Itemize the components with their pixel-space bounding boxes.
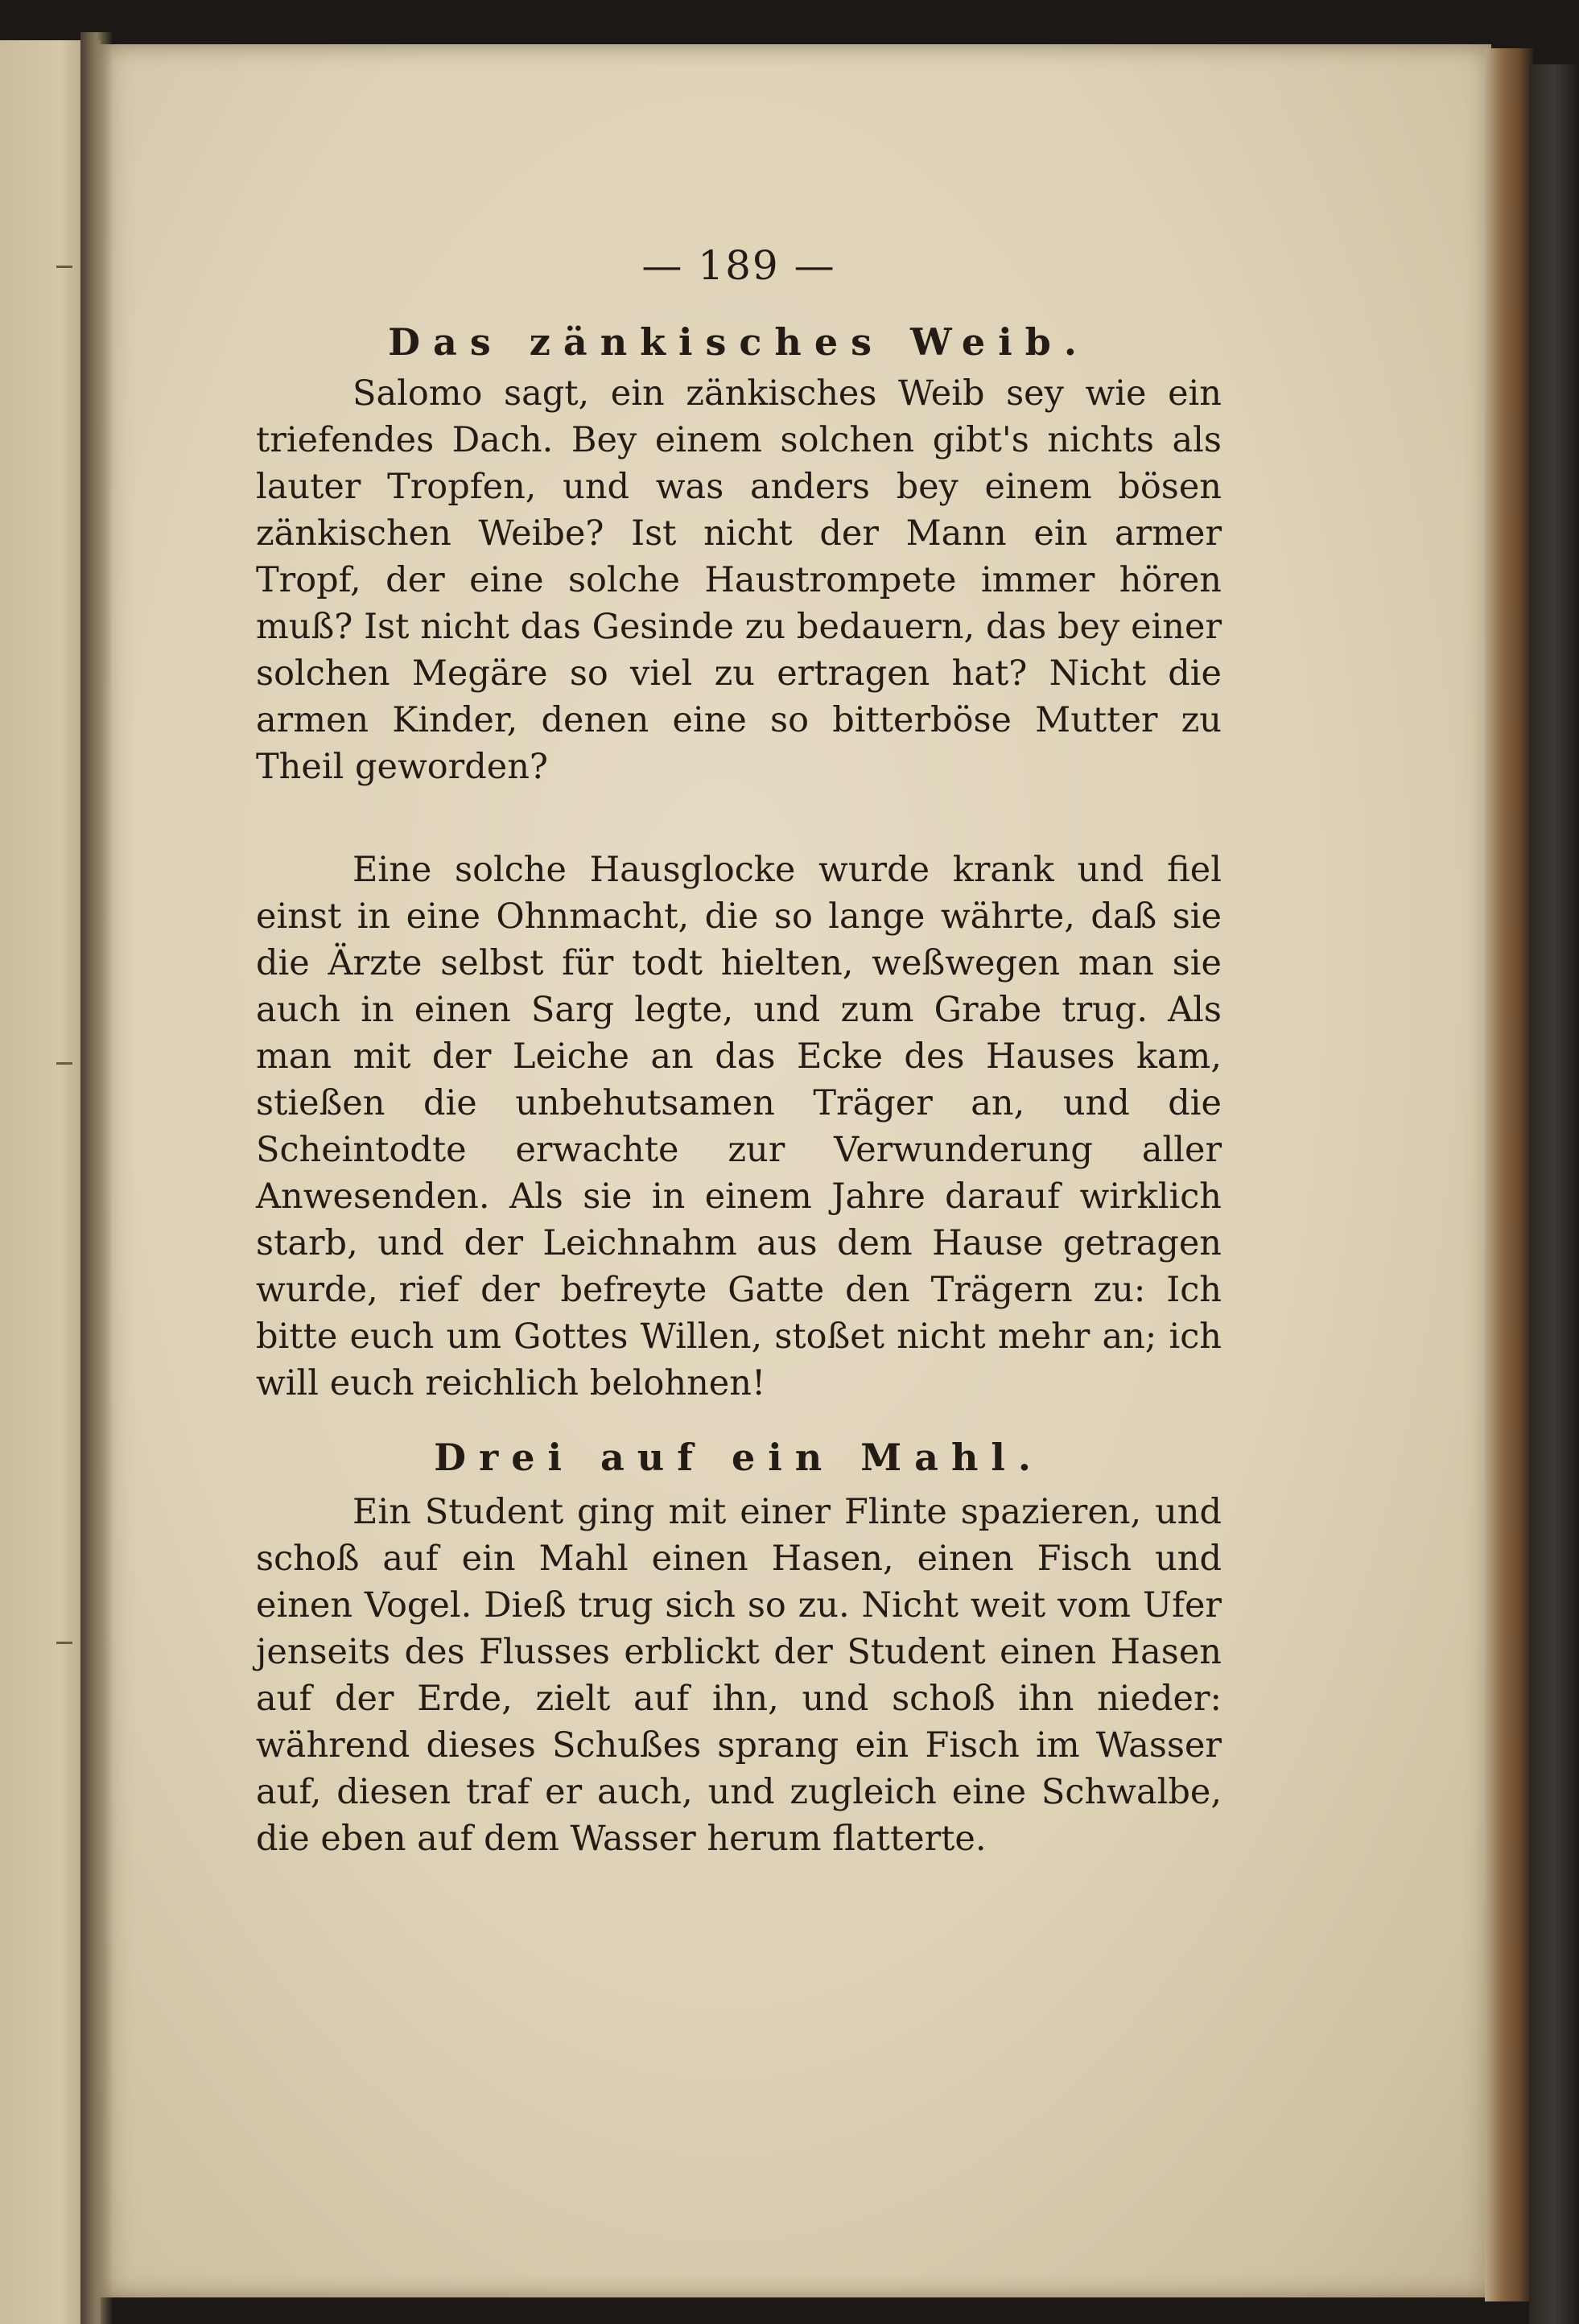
paragraph: Ein Student ging mit einer Flinte spazieren, und schoß auf ein Mahl einen Hasen, einen Fisch und einen Vogel. Dieß trug sich so zu. Nicht weit vom Ufer jenseits des Flusses erblickt der Student einen Hasen auf der Erde, zielt auf ihn, und schoß ihn nieder: während dieses Schußes sprang ein Fisch im Wasser auf, diesen traf er auch, und zugleich eine Schwalbe, die eben auf dem Wasser herum flatterte. bbox=[256, 1492, 1222, 1859]
margin-tick bbox=[56, 266, 72, 268]
margin-tick bbox=[56, 1062, 72, 1065]
paragraph: Eine solche Hausglocke wurde krank und fiel einst in eine Ohnmacht, die so lange währte, daß sie die Ärzte selbst für todt hielten, weßwegen man sie auch in einen Sarg legte, und zum Grabe trug. Als man mit der Leiche an das Ecke des Hauses kam, stießen die unbehutsamen Träger an, und die Scheintodte erwachte zur Verwunderung aller Anwesenden. Als sie in einem Jahre darauf wirklich starb, und der Leichnahm aus dem Hause getragen wurde, rief der befreyte Gatte den Trägern zu: Ich bitte euch um Gottes Willen, stoßet nicht mehr an; ich will euch reichlich belohnen! bbox=[256, 850, 1222, 1403]
page-number: — 189 — bbox=[641, 242, 836, 289]
story-title: Das zänkisches Weib. bbox=[388, 320, 1090, 364]
margin-tick bbox=[56, 1642, 72, 1644]
page-fore-edge bbox=[1485, 48, 1533, 2301]
book-gutter bbox=[80, 32, 113, 2324]
page-text bbox=[256, 233, 1222, 1862]
book-cover-edge bbox=[1529, 64, 1579, 2324]
paragraph: Salomo sagt, ein zänkisches Weib sey wie ein triefendes Dach. Bey einem solchen gibt's nichts als lauter Tropfen, und was anders bey einem bösen zänkischen Weibe? Ist nicht der Mann ein armer Tropf, der eine solche Haustrompete immer hören muß? Ist nicht das Gesinde zu bedauern, das bey einer solchen Megäre so viel zu ertragen hat? Nicht die armen Kinder, denen eine so bitterböse Mutter zu Theil geworden? bbox=[256, 373, 1222, 787]
story-title: Drei auf ein Mahl. bbox=[434, 1436, 1044, 1479]
